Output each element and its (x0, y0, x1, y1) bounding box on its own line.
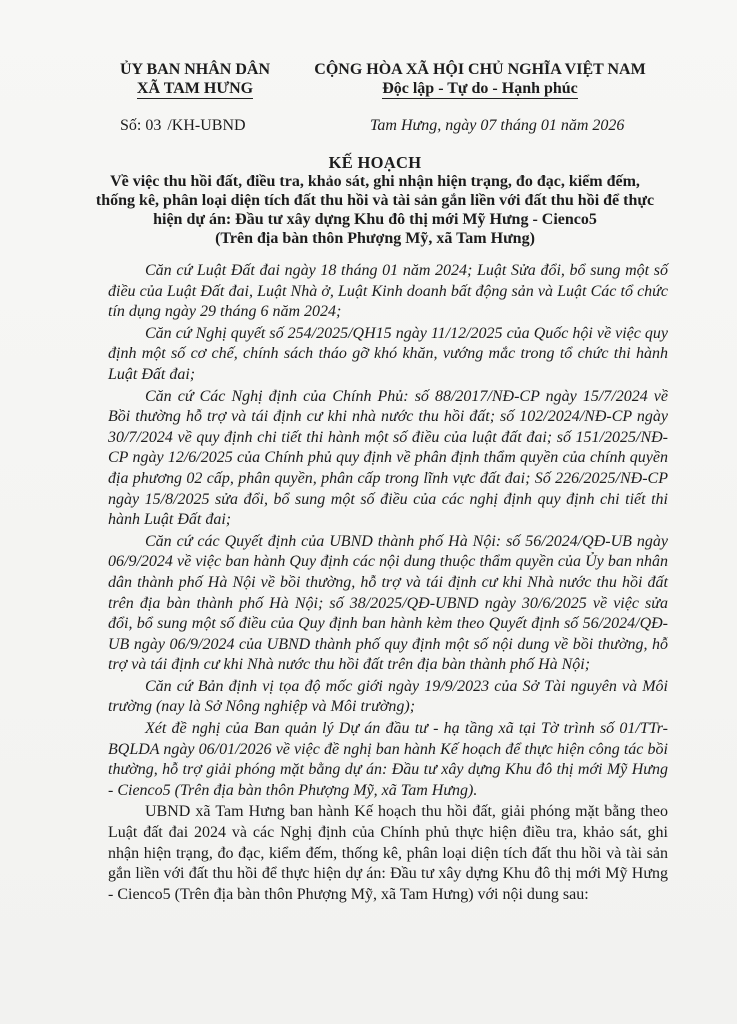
document-location: (Trên địa bàn thôn Phượng Mỹ, xã Tam Hưng) (215, 230, 535, 247)
national-motto: Độc lập - Tự do - Hạnh phúc (382, 80, 578, 97)
document-date: Tam Hưng, ngày 07 tháng 01 năm 2026 (370, 117, 625, 134)
issuing-authority (100, 60, 290, 99)
document-title (95, 153, 655, 248)
document-body (108, 261, 668, 905)
document-type: KẾ HOẠCH (328, 153, 422, 172)
authority-line-1: ỦY BAN NHÂN DÂN (119, 61, 271, 78)
national-title: CỘNG HÒA XÃ HỘI CHỦ NGHĨA VIỆT NAM (314, 61, 646, 78)
proposal-paragraph: Xét đề nghị của Ban quản lý Dự án đầu tư - hạ tầng xã tại Tờ trình số 01/TTr-BQLDA ngày 06/01/2026 về việc đề nghị ban hành Kế hoạch để thực hiện công tác bồi thường, hỗ trợ giải phóng mặt bằng dự án: Đầu tư xây dựng Khu đô thị mới Mỹ Hưng - Cienco5 (Trên địa bàn thôn Phượng Mỹ, xã Tam Hưng). (108, 720, 668, 799)
authority-line-2: XÃ TAM HƯNG (136, 80, 254, 97)
document-number-code: /KH-UBND (167, 117, 246, 134)
legal-basis-paragraph: Căn cứ Các Nghị định của Chính Phủ: số 88/2017/NĐ-CP ngày 15/7/2024 về Bồi thường hỗ trợ và tái định cư khi nhà nước thu hồi đất; số 102/2024/NĐ-CP ngày 30/7/2024 về quy định chi tiết thi hành một số điều của luật đất đai; số 151/2025/NĐ-CP ngày 12/6/2025 của Chính phủ quy định về phân định thẩm quyền của chính quyền địa phương 02 cấp, phân quyền, phân cấp trong lĩnh vực đất đai; Số 226/2025/NĐ-CP ngày 15/8/2025 sửa đổi, bổ sung một số điều của các nghị định quy định chi tiết thi hành Luật Đất đai; (108, 387, 668, 529)
document-number (120, 117, 246, 135)
legal-basis-paragraph: Căn cứ Luật Đất đai ngày 18 tháng 01 năm 2024; Luật Sửa đổi, bổ sung một số điều của Luật Đất đai, Luật Nhà ở, Luật Kinh doanh bất động sản và Luật Các tổ chức tín dụng ngày 29 tháng 6 năm 2024; (108, 262, 668, 321)
decision-paragraph: UBND xã Tam Hưng ban hành Kế hoạch thu hồi đất, giải phóng mặt bằng theo Luật đất đai 2024 và các Nghị định của Chính phủ thực hiện điều tra, khảo sát, ghi nhận hiện trạng, đo đạc, kiểm đếm, thống kê, phân loại diện tích đất thu hồi và tài sản gắn liền với đất thu hồi để thực hiện dự án: Đầu tư xây dựng Khu đô thị mới Mỹ Hưng - Cienco5 (Trên địa bàn thôn Phượng Mỹ, xã Tam Hưng) với nội dung sau: (108, 803, 668, 903)
legal-basis-paragraph: Căn cứ Nghị quyết số 254/2025/QH15 ngày 11/12/2025 của Quốc hội về việc quy định một số cơ chế, chính sách tháo gỡ khó khăn, vướng mắc trong tổ chức thi hành Luật Đất đai; (108, 324, 668, 383)
national-heading (300, 60, 660, 99)
document-number-prefix: Số: 03 (120, 117, 162, 134)
legal-basis-paragraph: Căn cứ các Quyết định của UBND thành phố Hà Nội: số 56/2024/QĐ-UB ngày 06/9/2024 về việc ban hành Quy định các nội dung thuộc thẩm quyền của Ủy ban nhân dân thành phố Hà Nội về bồi thường, hỗ trợ và tái định cư khi Nhà nước thu hồi đất trên địa bàn thành phố Hà Nội; số 38/2025/QĐ-UBND ngày 30/6/2025 về việc sửa đổi, bổ sung một số điều của Quy định ban hành kèm theo Quyết định số 56/2024/QĐ-UB ngày 06/9/2024 của UBND thành phố quy định một số nội dung về bồi thường, hỗ trợ và tái định cư khi Nhà nước thu hồi đất trên địa bàn thành phố Hà Nội; (108, 532, 668, 674)
legal-basis-paragraph: Căn cứ Bản định vị tọa độ mốc giới ngày 19/9/2023 của Sở Tài nguyên và Môi trường (nay là Sở Nông nghiệp và Môi trường); (108, 677, 668, 716)
document-subject: Về việc thu hồi đất, điều tra, khảo sát, ghi nhận hiện trạng, đo đạc, kiểm đếm, thống kê, phân loại diện tích đất thu hồi và tài sản gắn liền với đất thu hồi để thực hiện dự án: Đầu tư xây dựng Khu đô thị mới Mỹ Hưng - Cienco5 (95, 173, 655, 228)
